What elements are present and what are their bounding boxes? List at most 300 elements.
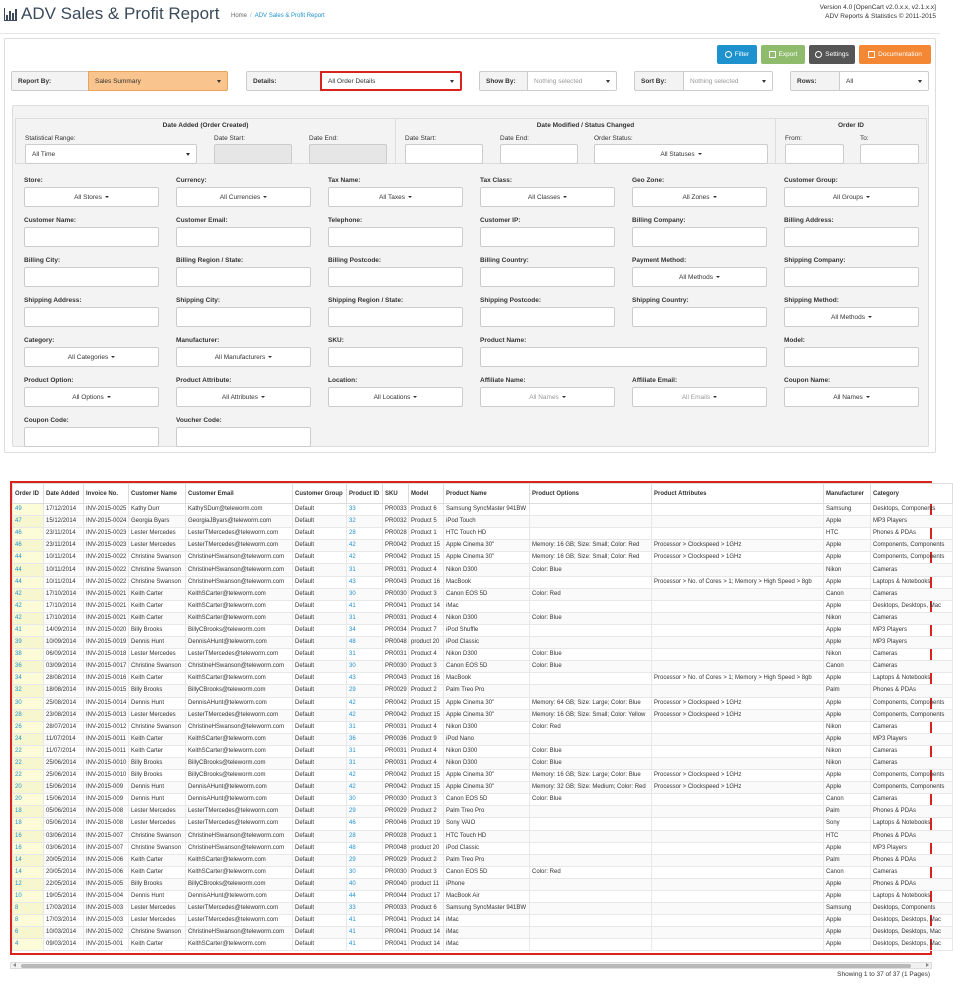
caret-down-icon	[606, 80, 610, 83]
column-header[interactable]: Product Options	[530, 484, 652, 504]
product-id-link[interactable]: 28	[347, 830, 383, 842]
order-id-link[interactable]: 42	[13, 612, 44, 624]
table-cell: 23/11/2014	[44, 528, 84, 540]
table-cell: PR0029	[383, 806, 409, 818]
payment-method-dropdown[interactable]	[632, 267, 767, 287]
shipping-method-dropdown[interactable]	[784, 307, 919, 327]
product-name-label: Product Name:	[480, 337, 527, 344]
shipping-region-input[interactable]	[328, 307, 463, 327]
billing-region-input[interactable]	[176, 267, 311, 287]
customer-group-dropdown[interactable]	[784, 187, 919, 207]
table-cell: INV-2015-009	[84, 794, 129, 806]
product-id-link[interactable]: 43	[347, 576, 383, 588]
table-cell: PR0042	[383, 697, 409, 709]
table-cell: Nikon	[824, 649, 871, 661]
table-cell: Product 6	[409, 903, 444, 915]
table-cell: Nikon D300	[444, 649, 530, 661]
product-id-link[interactable]: 28	[347, 528, 383, 540]
product-id-link[interactable]: 42	[347, 782, 383, 794]
table-cell: INV-2015-0011	[84, 733, 129, 745]
table-cell: Lester Mercedes	[129, 649, 186, 661]
version-info	[820, 3, 936, 21]
table-cell: iMac	[444, 927, 530, 939]
range-dropdown[interactable]	[25, 144, 197, 164]
table-cell: DennisAHunt@teleworm.com	[186, 891, 293, 903]
sort-by-select[interactable]	[634, 71, 773, 91]
product-id-link[interactable]: 42	[347, 709, 383, 721]
order-id-link[interactable]: 26	[13, 721, 44, 733]
table-cell: Palm	[824, 854, 871, 866]
caret-down-icon	[408, 196, 412, 198]
shipping-company-input[interactable]	[784, 267, 919, 287]
table-cell: 28/07/2014	[44, 721, 84, 733]
order-id-link[interactable]: 8	[13, 915, 44, 927]
report-table	[12, 483, 953, 951]
table-cell: Phones & PDAs	[871, 854, 953, 866]
shipping-country-label: Shipping Country:	[632, 297, 689, 304]
export-icon	[769, 51, 776, 58]
shipping-postcode-input[interactable]	[480, 307, 615, 327]
product-id-link[interactable]: 48	[347, 637, 383, 649]
table-cell: Default	[293, 600, 347, 612]
breadcrumb-home[interactable]: Home	[231, 13, 248, 19]
product-id-link[interactable]: 42	[347, 540, 383, 552]
table-cell: Product 14	[409, 927, 444, 939]
table-cell: Default	[293, 540, 347, 552]
table-cell: Color: Blue	[530, 649, 652, 661]
report-by-label: Report By:	[11, 71, 88, 91]
table-cell: PR0028	[383, 528, 409, 540]
table-cell: BillyCBrooks@teleworm.com	[186, 770, 293, 782]
order-id-link[interactable]: 22	[13, 770, 44, 782]
product-id-link[interactable]: 33	[347, 903, 383, 915]
table-cell: Default	[293, 673, 347, 685]
order-id-link[interactable]: 46	[13, 528, 44, 540]
sort-by-dropdown[interactable]	[683, 71, 773, 91]
table-cell: Product 15	[409, 697, 444, 709]
store-dropdown[interactable]	[24, 187, 159, 207]
table-cell: Dennis Hunt	[129, 697, 186, 709]
report-by-select[interactable]	[11, 71, 228, 91]
location-value: All Locations	[373, 393, 411, 401]
table-cell: DennisAHunt@teleworm.com	[186, 794, 293, 806]
order-id-link[interactable]: 24	[13, 733, 44, 745]
table-cell: Default	[293, 697, 347, 709]
order-status-dropdown[interactable]	[594, 144, 768, 164]
order-status-value: All Statuses	[660, 150, 695, 158]
product-id-link[interactable]: 42	[347, 697, 383, 709]
scrollbar-thumb[interactable]	[21, 964, 911, 968]
order-id-link[interactable]: 14	[13, 866, 44, 878]
coupon-code-input[interactable]	[24, 427, 159, 447]
table-cell: Default	[293, 564, 347, 576]
table-cell: Default	[293, 927, 347, 939]
order-id-link[interactable]: 20	[13, 794, 44, 806]
product-id-link[interactable]: 36	[347, 733, 383, 745]
order-to-label: To:	[860, 135, 869, 142]
product-id-link[interactable]: 44	[347, 891, 383, 903]
caret-down-icon	[107, 396, 111, 398]
table-cell	[530, 600, 652, 612]
order-from-input[interactable]	[785, 144, 844, 164]
column-header[interactable]: SKU	[383, 484, 409, 504]
product-id-link[interactable]: 41	[347, 927, 383, 939]
table-cell: HTC Touch HD	[444, 528, 530, 540]
table-cell: Christine Swanson	[129, 576, 186, 588]
geo-zone-dropdown[interactable]	[632, 187, 767, 207]
table-row	[13, 721, 953, 733]
table-cell: iPod Nano	[444, 733, 530, 745]
product-id-link[interactable]: 31	[347, 649, 383, 661]
product-id-link[interactable]: 46	[347, 818, 383, 830]
order-id-link[interactable]: 4	[13, 939, 44, 951]
table-cell: LesterTMercedes@teleworm.com	[186, 818, 293, 830]
product-id-link[interactable]: 31	[347, 564, 383, 576]
customer-ip-label: Customer IP:	[480, 217, 521, 224]
order-id-link[interactable]: 8	[13, 903, 44, 915]
order-id-link[interactable]: 16	[13, 830, 44, 842]
table-cell	[652, 806, 824, 818]
table-cell: Keith Carter	[129, 866, 186, 878]
table-cell	[530, 842, 652, 854]
table-cell: PR0041	[383, 939, 409, 951]
order-id-link[interactable]: 16	[13, 842, 44, 854]
product-id-link[interactable]: 29	[347, 854, 383, 866]
shipping-address-input[interactable]	[24, 307, 159, 327]
shipping-city-input[interactable]	[176, 307, 311, 327]
caret-down-icon	[186, 153, 190, 156]
table-cell: BillyCBrooks@teleworm.com	[186, 757, 293, 769]
table-cell: Default	[293, 770, 347, 782]
customer-name-input[interactable]	[24, 227, 159, 247]
order-id-link[interactable]: 36	[13, 661, 44, 673]
export-button[interactable]	[761, 45, 805, 64]
column-header[interactable]: Invoice No.	[84, 484, 129, 504]
table-cell: Default	[293, 806, 347, 818]
table-cell: INV-2015-003	[84, 915, 129, 927]
table-cell: Cameras	[871, 649, 953, 661]
order-id-link[interactable]: 12	[13, 878, 44, 890]
order-id-link[interactable]: 44	[13, 552, 44, 564]
table-cell: Cameras	[871, 745, 953, 757]
table-cell: Nikon D300	[444, 721, 530, 733]
billing-address-input[interactable]	[784, 227, 919, 247]
order-id-link[interactable]: 44	[13, 576, 44, 588]
breadcrumb-current[interactable]: ADV Sales & Profit Report	[254, 13, 325, 19]
table-cell	[530, 878, 652, 890]
sort-by-value: Nothing selected	[690, 77, 739, 85]
table-cell: Color: Blue	[530, 757, 652, 769]
order-id-link[interactable]: 49	[13, 504, 44, 516]
table-cell	[652, 612, 824, 624]
rows-select[interactable]	[790, 71, 929, 91]
table-cell: Default	[293, 661, 347, 673]
product-id-link[interactable]: 42	[347, 770, 383, 782]
product-id-link[interactable]: 41	[347, 939, 383, 951]
show-by-dropdown[interactable]	[527, 71, 617, 91]
currency-dropdown[interactable]	[176, 187, 311, 207]
tax-class-dropdown[interactable]	[480, 187, 615, 207]
table-cell: INV-2015-008	[84, 806, 129, 818]
table-cell: Keith Carter	[129, 612, 186, 624]
rows-dropdown[interactable]	[839, 71, 929, 91]
table-cell: Sony	[824, 818, 871, 830]
affiliate-email-label: Affiliate Email:	[632, 377, 678, 384]
table-cell: INV-2015-0010	[84, 757, 129, 769]
product-id-link[interactable]: 41	[347, 915, 383, 927]
added-end-input[interactable]	[309, 144, 387, 164]
table-cell: LesterTMercedes@teleworm.com	[186, 540, 293, 552]
mod-start-input[interactable]	[405, 144, 483, 164]
table-row	[13, 697, 953, 709]
caret-down-icon	[868, 316, 872, 318]
product-id-link[interactable]: 31	[347, 745, 383, 757]
product-id-link[interactable]: 30	[347, 866, 383, 878]
product-id-link[interactable]: 31	[347, 612, 383, 624]
billing-country-input[interactable]	[480, 267, 615, 287]
table-cell: Sony VAIO	[444, 818, 530, 830]
table-cell: Cameras	[871, 612, 953, 624]
table-cell: DennisAHunt@teleworm.com	[186, 782, 293, 794]
product-id-link[interactable]: 30	[347, 588, 383, 600]
order-id-group	[775, 118, 927, 164]
table-cell	[530, 830, 652, 842]
table-cell: Dennis Hunt	[129, 782, 186, 794]
mod-end-label: Date End:	[500, 135, 529, 142]
table-cell: Apple	[824, 709, 871, 721]
coupon-name-dropdown[interactable]	[784, 387, 919, 407]
voucher-code-input[interactable]	[176, 427, 311, 447]
details-dropdown[interactable]	[320, 71, 462, 91]
column-header[interactable]: Model	[409, 484, 444, 504]
table-cell	[652, 818, 824, 830]
sku-input[interactable]	[328, 347, 463, 367]
table-cell: LesterTMercedes@teleworm.com	[186, 528, 293, 540]
order-id-link[interactable]: 42	[13, 600, 44, 612]
table-cell	[530, 528, 652, 540]
table-cell	[530, 915, 652, 927]
table-cell: Default	[293, 782, 347, 794]
manufacturer-dropdown[interactable]	[176, 347, 311, 367]
table-cell: Default	[293, 685, 347, 697]
caret-down-icon	[105, 196, 109, 198]
tax-name-dropdown[interactable]	[328, 187, 463, 207]
product-id-link[interactable]: 30	[347, 661, 383, 673]
product-id-link[interactable]: 31	[347, 757, 383, 769]
table-cell	[652, 600, 824, 612]
product-id-link[interactable]: 42	[347, 552, 383, 564]
table-cell: Dennis Hunt	[129, 891, 186, 903]
order-id-link[interactable]: 14	[13, 854, 44, 866]
table-cell: INV-2015-0017	[84, 661, 129, 673]
table-cell: Palm	[824, 685, 871, 697]
table-cell: Product 2	[409, 685, 444, 697]
shipping-country-input[interactable]	[632, 307, 767, 327]
model-input[interactable]	[784, 347, 919, 367]
table-cell: Christine Swanson	[129, 721, 186, 733]
product-id-link[interactable]: 48	[347, 842, 383, 854]
table-cell: Default	[293, 891, 347, 903]
table-cell: Desktops, Desktops, Mac	[871, 600, 953, 612]
order-id-link[interactable]: 30	[13, 697, 44, 709]
table-cell: PR0042	[383, 770, 409, 782]
scroll-left-icon[interactable]	[13, 963, 16, 967]
order-to-input[interactable]	[860, 144, 919, 164]
mod-end-input[interactable]	[500, 144, 578, 164]
column-header[interactable]: Product Attributes	[652, 484, 824, 504]
billing-city-input[interactable]	[24, 267, 159, 287]
table-cell: Processor > Clockspeed > 1GHz	[652, 782, 824, 794]
added-start-input[interactable]	[214, 144, 292, 164]
settings-button[interactable]	[809, 45, 855, 64]
filter-button[interactable]	[717, 45, 757, 64]
product-id-link[interactable]: 43	[347, 673, 383, 685]
order-id-link[interactable]: 34	[13, 673, 44, 685]
order-id-link[interactable]: 28	[13, 709, 44, 721]
table-cell: ChristineHSwanson@teleworm.com	[186, 576, 293, 588]
product-id-link[interactable]: 30	[347, 794, 383, 806]
affiliate-name-dropdown[interactable]	[480, 387, 615, 407]
table-cell: Product 15	[409, 709, 444, 721]
store-value: All Stores	[74, 193, 102, 201]
category-dropdown[interactable]	[24, 347, 159, 367]
report-by-dropdown[interactable]	[88, 71, 228, 91]
table-cell: PR0042	[383, 782, 409, 794]
column-header[interactable]: Category	[871, 484, 953, 504]
table-cell: Palm Treo Pro	[444, 685, 530, 697]
column-header[interactable]: Date Added	[44, 484, 84, 504]
order-id-link[interactable]: 44	[13, 564, 44, 576]
table-cell: INV-2015-008	[84, 818, 129, 830]
table-cell: Color: Blue	[530, 661, 652, 673]
table-cell: Apple	[824, 939, 871, 951]
show-by-select[interactable]	[479, 71, 617, 91]
order-id-link[interactable]: 38	[13, 649, 44, 661]
table-cell: 23/11/2014	[44, 540, 84, 552]
table-cell: Samsung SyncMaster 941BW	[444, 504, 530, 516]
geo-zone-label: Geo Zone:	[632, 177, 665, 184]
order-id-link[interactable]: 18	[13, 818, 44, 830]
table-cell: Apple	[824, 637, 871, 649]
table-cell	[652, 878, 824, 890]
product-id-link[interactable]: 31	[347, 721, 383, 733]
column-header[interactable]: Product Name	[444, 484, 530, 504]
order-id-link[interactable]: 22	[13, 757, 44, 769]
column-header[interactable]: Customer Name	[129, 484, 186, 504]
table-cell: Default	[293, 637, 347, 649]
product-id-link[interactable]: 41	[347, 600, 383, 612]
order-id-link[interactable]: 41	[13, 624, 44, 636]
caret-down-icon	[263, 196, 267, 198]
table-cell: BillyCBrooks@teleworm.com	[186, 685, 293, 697]
order-id-link[interactable]: 6	[13, 927, 44, 939]
table-cell: Canon	[824, 661, 871, 673]
column-header[interactable]: Product ID	[347, 484, 383, 504]
table-cell: Product 15	[409, 770, 444, 782]
product-id-link[interactable]: 40	[347, 878, 383, 890]
order-id-link[interactable]: 46	[13, 540, 44, 552]
scroll-right-icon[interactable]	[926, 963, 929, 967]
product-id-link[interactable]: 29	[347, 685, 383, 697]
order-id-link[interactable]: 32	[13, 685, 44, 697]
product-name-input[interactable]	[480, 347, 767, 367]
shipping-method-value: All Methods	[831, 313, 865, 321]
table-cell: Keith Carter	[129, 673, 186, 685]
table-cell: Billy Brooks	[129, 624, 186, 636]
column-header[interactable]: Order ID	[13, 484, 44, 504]
billing-postcode-input[interactable]	[328, 267, 463, 287]
column-header[interactable]: Manufacturer	[824, 484, 871, 504]
table-cell: LesterTMercedes@teleworm.com	[186, 649, 293, 661]
table-cell: Default	[293, 709, 347, 721]
table-cell: Default	[293, 878, 347, 890]
currency-value: All Currencies	[219, 193, 261, 201]
added-start-label: Date Start:	[214, 135, 246, 142]
customer-email-input[interactable]	[176, 227, 311, 247]
customer-ip-input[interactable]	[480, 227, 615, 247]
billing-city-label: Billing City:	[24, 257, 61, 264]
product-attribute-dropdown[interactable]	[176, 387, 311, 407]
table-cell	[652, 588, 824, 600]
product-id-link[interactable]: 32	[347, 516, 383, 528]
table-cell	[530, 939, 652, 951]
table-cell: Product 3	[409, 866, 444, 878]
table-cell: Default	[293, 588, 347, 600]
order-id-link[interactable]: 47	[13, 516, 44, 528]
column-header[interactable]: Customer Email	[186, 484, 293, 504]
table-cell: Processor > Clockspeed > 1GHz	[652, 770, 824, 782]
table-cell: 10/11/2014	[44, 576, 84, 588]
order-id-link[interactable]: 39	[13, 637, 44, 649]
affiliate-email-dropdown[interactable]	[632, 387, 767, 407]
caret-down-icon	[111, 356, 115, 358]
order-id-link[interactable]: 22	[13, 745, 44, 757]
location-dropdown[interactable]	[328, 387, 463, 407]
order-id-link[interactable]: 10	[13, 891, 44, 903]
product-option-dropdown[interactable]	[24, 387, 159, 407]
product-id-link[interactable]: 29	[347, 806, 383, 818]
table-cell: INV-2015-004	[84, 891, 129, 903]
product-id-link[interactable]: 34	[347, 624, 383, 636]
date-modified-group	[395, 118, 776, 164]
billing-company-input[interactable]	[632, 227, 767, 247]
order-id-link[interactable]: 18	[13, 806, 44, 818]
table-cell: Default	[293, 721, 347, 733]
product-id-link[interactable]: 33	[347, 504, 383, 516]
table-cell: Memory: 64 GB; Size: Large; Color: Blue	[530, 697, 652, 709]
date-added-group	[15, 118, 396, 164]
order-id-link[interactable]: 42	[13, 588, 44, 600]
column-header[interactable]: Customer Group	[293, 484, 347, 504]
table-cell: Processor > Clockspeed > 1GHz	[652, 697, 824, 709]
table-cell: ChristineHSwanson@teleworm.com	[186, 830, 293, 842]
table-cell: 25/06/2014	[44, 770, 84, 782]
horizontal-scrollbar[interactable]	[10, 962, 932, 969]
table-row	[13, 624, 953, 636]
settings-label: Settings	[825, 51, 849, 58]
table-cell: ChristineHSwanson@teleworm.com	[186, 552, 293, 564]
table-cell: INV-2015-0013	[84, 709, 129, 721]
table-cell: Components, Components	[871, 540, 953, 552]
table-cell: 28/08/2014	[44, 673, 84, 685]
table-row	[13, 673, 953, 685]
table-cell: KeithSCarter@teleworm.com	[186, 588, 293, 600]
order-id-link[interactable]: 20	[13, 782, 44, 794]
telephone-input[interactable]	[328, 227, 463, 247]
table-cell: 10/11/2014	[44, 564, 84, 576]
documentation-button[interactable]	[859, 45, 931, 64]
details-select[interactable]	[246, 71, 462, 91]
